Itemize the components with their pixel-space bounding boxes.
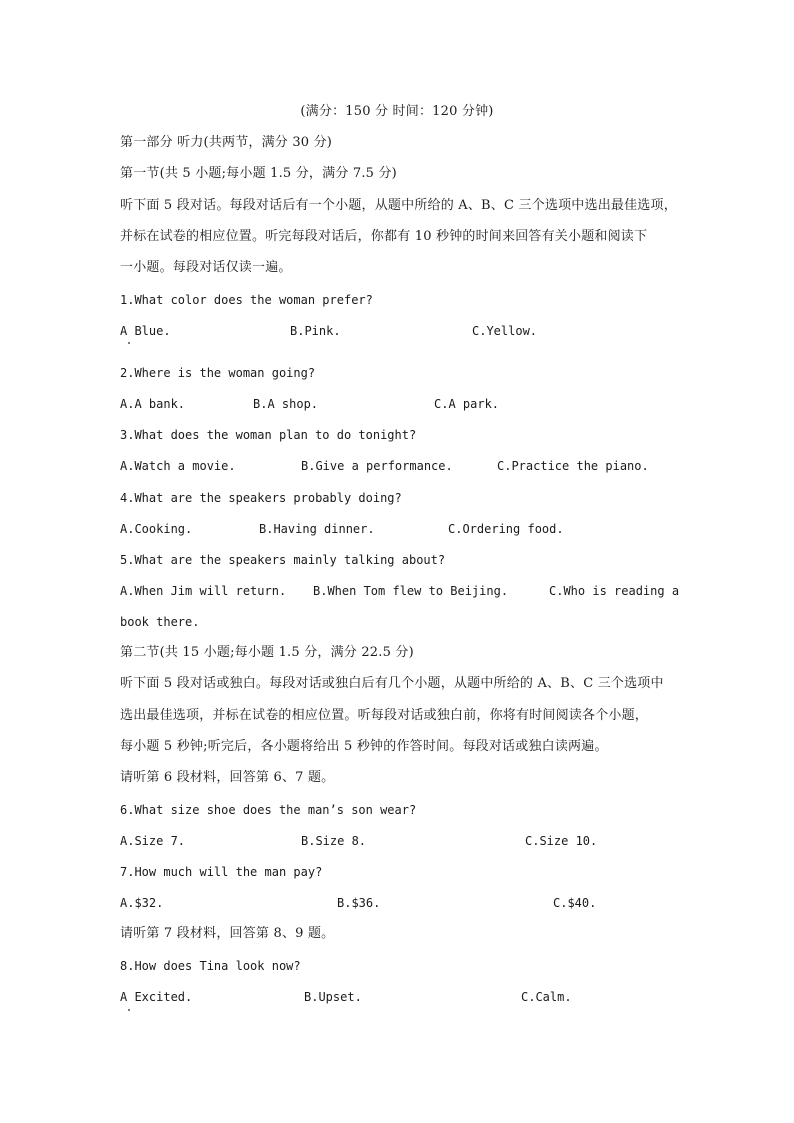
question-stem: 1.What color does the woman prefer? bbox=[120, 293, 373, 307]
option-a: A Excited. bbox=[120, 990, 193, 1004]
stray-mark bbox=[128, 1009, 130, 1011]
option-a: A.Cooking. bbox=[120, 522, 193, 536]
section2-instruction-line: 选出最佳选项，并标在试卷的相应位置。听每段对话或独白前，你将有时间阅读各个小题， bbox=[120, 708, 649, 723]
option-c: C.$40. bbox=[553, 896, 597, 910]
option-b: B.Pink. bbox=[290, 324, 341, 338]
section2-instruction-line: 每小题 5 秒钟;听完后，各小题将给出 5 秒钟的作答时间。每段对话或独白读两遍。 bbox=[120, 739, 608, 754]
option-c: C.Calm. bbox=[521, 990, 572, 1004]
section2-instruction-line: 听下面 5 段对话或独白。每段对话或独白后有几个小题，从题中所给的 A、B、C 三个选项中 bbox=[120, 676, 664, 691]
option-a: A Blue. bbox=[120, 324, 171, 338]
question-stem: 3.What does the woman plan to do tonight? bbox=[120, 428, 417, 442]
material-6-instruction: 请听第 6 段材料，回答第 6、7 题。 bbox=[120, 770, 335, 785]
option-c: C.Yellow. bbox=[472, 324, 538, 338]
option-c: C.A park. bbox=[434, 397, 500, 411]
option-a: A.Size 7. bbox=[120, 834, 186, 848]
option-a: A.Watch a movie. bbox=[120, 459, 236, 473]
option-c: C.Size 10. bbox=[525, 834, 598, 848]
part1-title: 第一部分 听力(共两节，满分 30 分) bbox=[120, 135, 333, 150]
option-c-continuation: book there. bbox=[120, 615, 200, 629]
option-b: B.$36. bbox=[337, 896, 381, 910]
option-a: A.When Jim will return. bbox=[120, 584, 287, 598]
section1-instruction-line: 并标在试卷的相应位置。听完每段对话后，你都有 10 秒钟的时间来回答有关小题和阅读下 bbox=[120, 229, 648, 244]
option-c: C.Ordering food. bbox=[448, 522, 564, 536]
stray-mark bbox=[128, 342, 130, 344]
question-stem: 6.What size shoe does the man’s son wear? bbox=[120, 803, 417, 817]
section1-title: 第一节(共 5 小题;每小题 1.5 分，满分 7.5 分) bbox=[120, 166, 397, 181]
question-stem: 2.Where is the woman going? bbox=[120, 366, 316, 380]
section2-title: 第二节(共 15 小题;每小题 1.5 分，满分 22.5 分) bbox=[120, 645, 414, 660]
material-7-instruction: 请听第 7 段材料，回答第 8、9 题。 bbox=[120, 926, 335, 941]
option-c: C.Who is reading a bbox=[549, 584, 680, 598]
section1-instruction-line: 一小题。每段对话仅读一遍。 bbox=[120, 260, 292, 275]
option-b: B.Size 8. bbox=[301, 834, 367, 848]
question-stem: 7.How much will the man pay? bbox=[120, 865, 323, 879]
option-c: C.Practice the piano. bbox=[497, 459, 649, 473]
score-time-header: (满分：150 分 时间：120 分钟) bbox=[300, 104, 494, 119]
option-b: B.A shop. bbox=[253, 397, 319, 411]
question-stem: 5.What are the speakers mainly talking about? bbox=[120, 553, 446, 567]
question-stem: 4.What are the speakers probably doing? bbox=[120, 491, 402, 505]
option-b: B.Give a performance. bbox=[301, 459, 453, 473]
section1-instruction-line: 听下面 5 段对话。每段对话后有一个小题，从题中所给的 A、B、C 三个选项中选出最佳选项， bbox=[120, 198, 677, 213]
option-b: B.Having dinner. bbox=[259, 522, 375, 536]
option-b: B.When Tom flew to Beijing. bbox=[313, 584, 509, 598]
question-stem: 8.How does Tina look now? bbox=[120, 959, 301, 973]
option-a: A.A bank. bbox=[120, 397, 186, 411]
option-a: A.$32. bbox=[120, 896, 164, 910]
option-b: B.Upset. bbox=[304, 990, 362, 1004]
